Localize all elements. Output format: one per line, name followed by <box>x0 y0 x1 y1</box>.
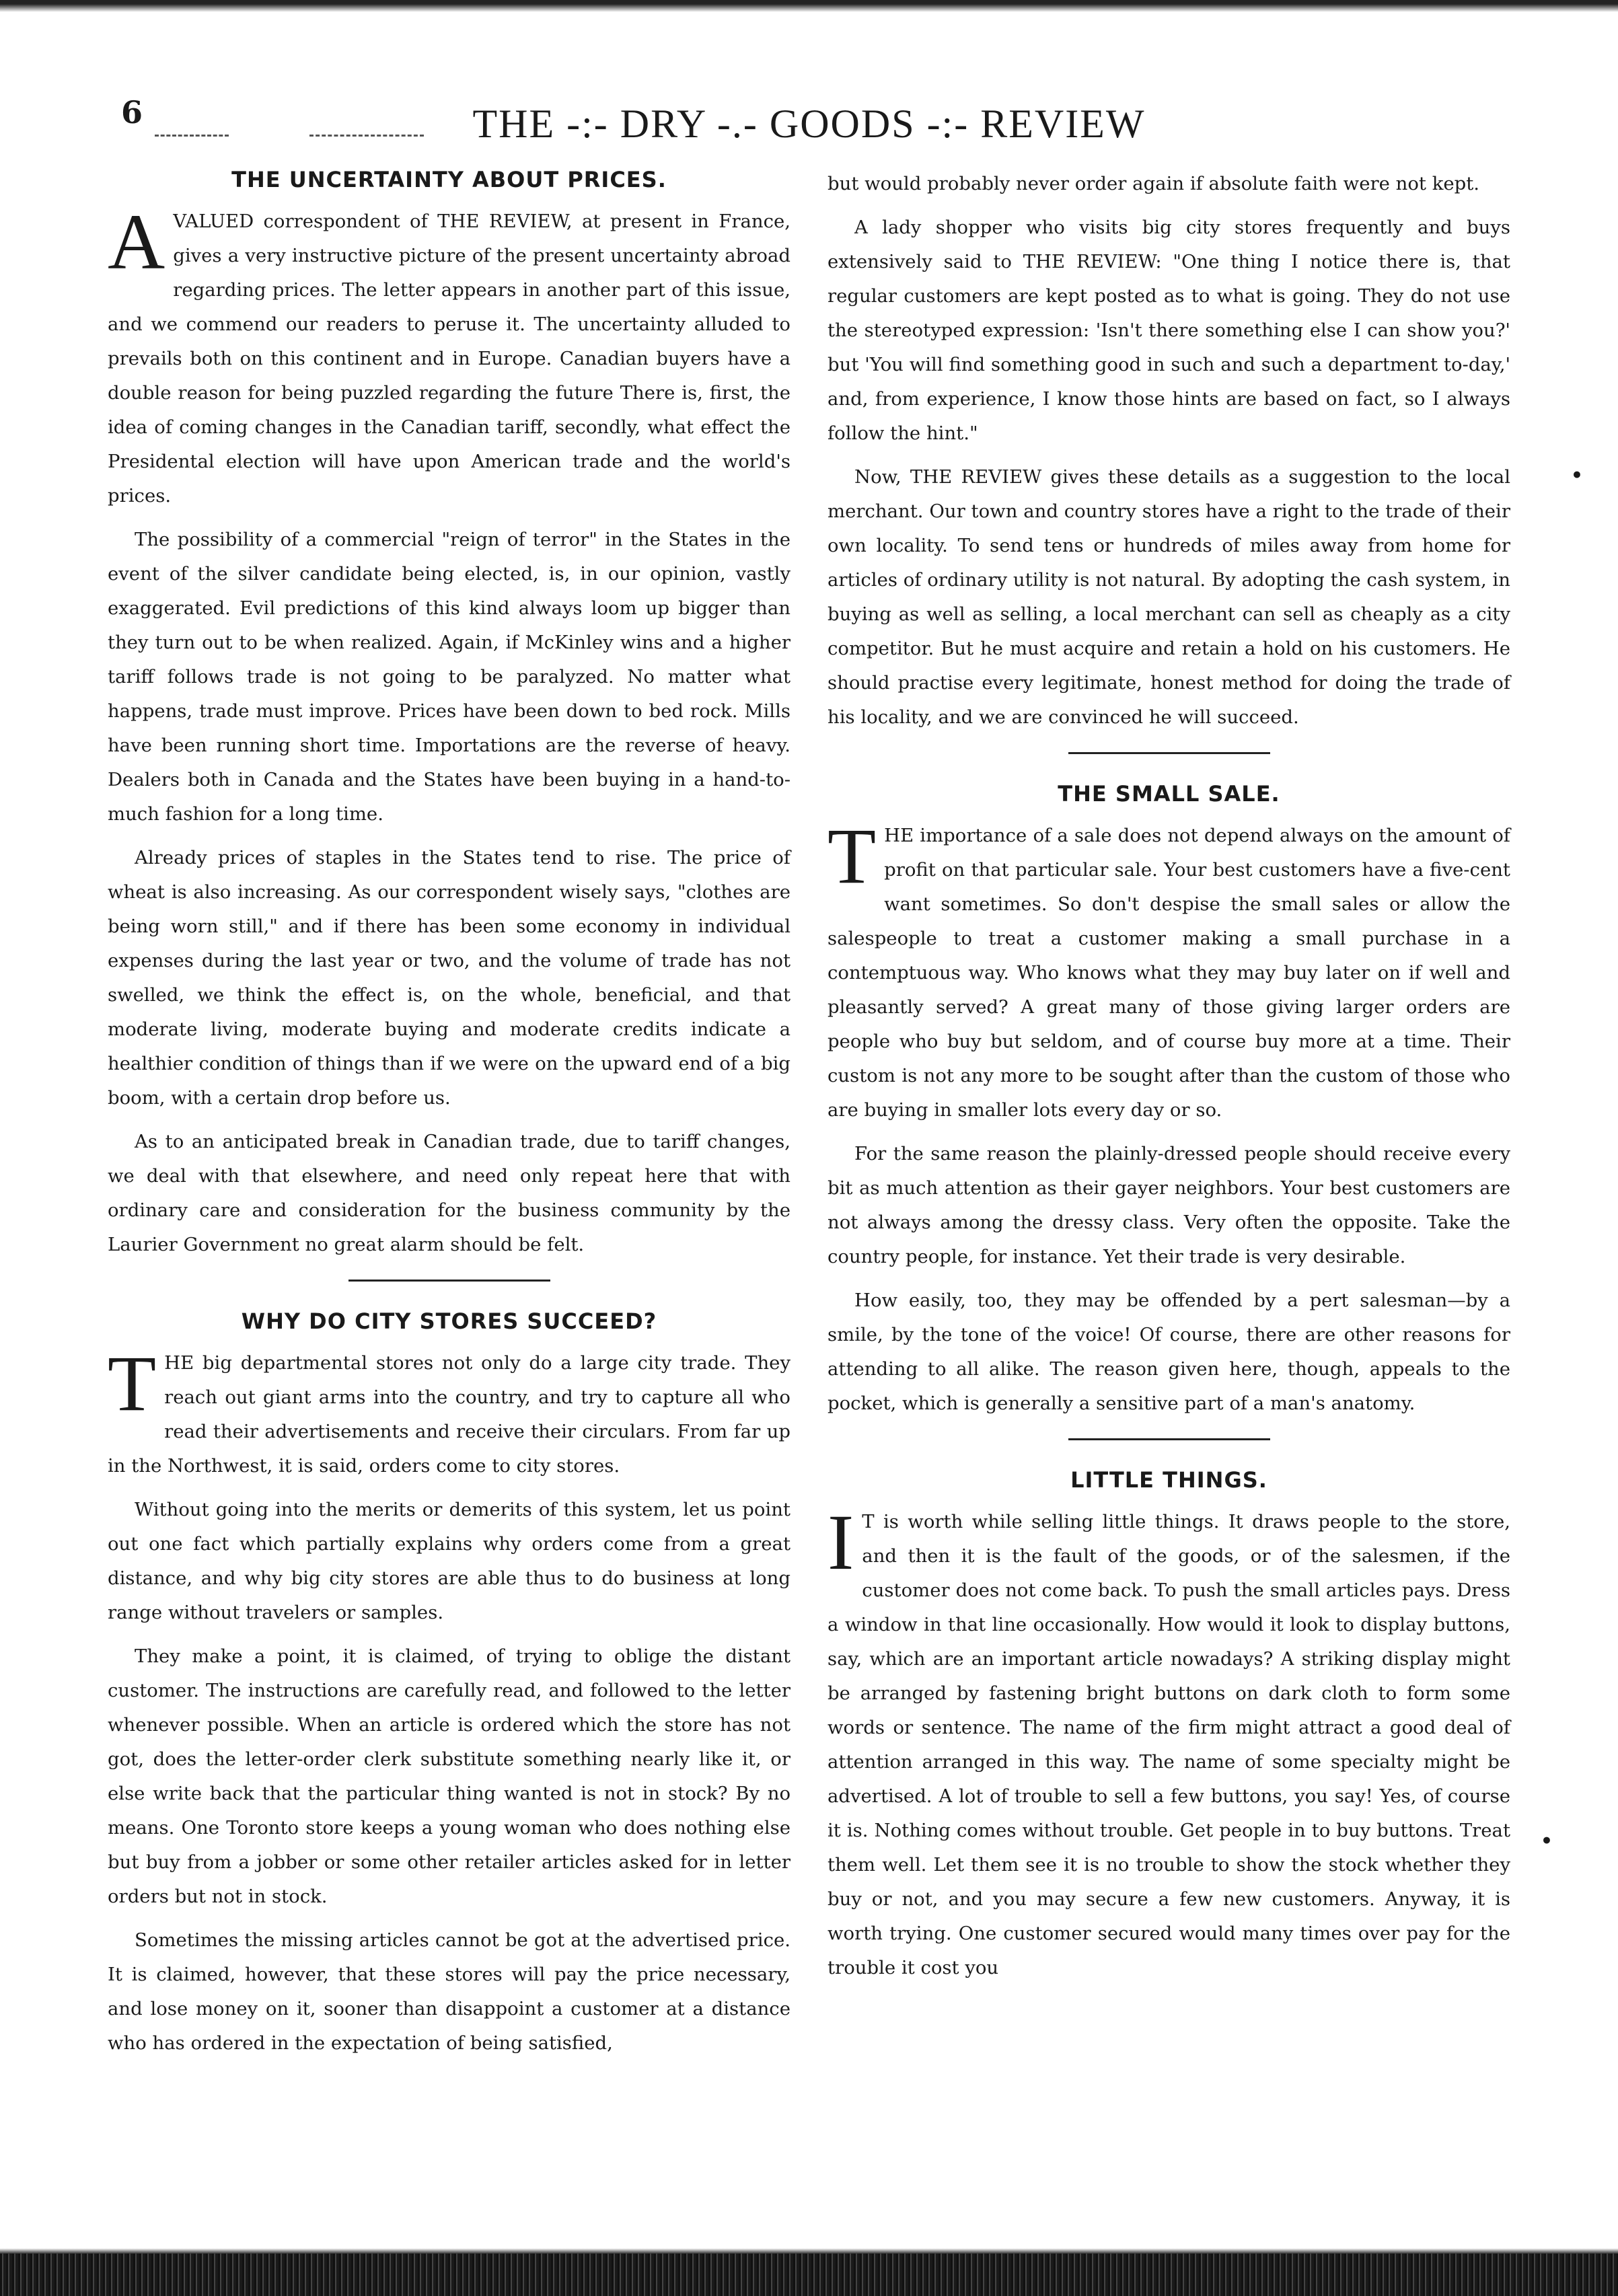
article-paragraph: Now, THE REVIEW gives these details as a suggestion to the local merchant. Our town and country stores have a right to the trade of their own locality. To send tens or hundreds of miles away from home for articles of ordinary utility is not natural. By adopting the cash system, in buying as well as selling, a local merchant can sell as cheaply as a city competitor. But he must acquire and retain a hold on his customers. He should practise every legitimate, honest method for doing the trade of his locality, and we are convinced he will succeed. <box>828 466 1510 728</box>
margin-mark: • <box>1571 464 1583 486</box>
article-title: THE SMALL SALE. <box>1058 781 1280 807</box>
article-title: WHY DO CITY STORES SUCCEED? <box>241 1308 657 1334</box>
section-divider <box>1068 1438 1270 1440</box>
scan-top-edge <box>0 0 1618 12</box>
article-paragraph: Without going into the merits or demerits of this system, let us point out one fact which partially explains why orders come from a great distance, and why big city stores are able thus to do business at long range without travelers or samples. <box>108 1499 790 1623</box>
section-divider <box>348 1280 550 1282</box>
article-paragraph: AVALUED correspondent of THE REVIEW, at present in France, gives a very instructive picture of the present uncertainty abroad regarding prices. The letter appears in another part of this issue, and we commend our readers to peruse it. The uncertainty alluded to prevails both on this continent and in Europe. Canadian buyers have a double reason for being puzzled regarding the future There is, first, the idea of coming changes in the Canadian tariff, secondly, what effect the Presidental election will have upon American trade and the world's prices. <box>108 198 790 507</box>
section-divider <box>1068 752 1270 754</box>
article-paragraph: THE importance of a sale does not depend always on the amount of profit on that particular sale. Your best customers have a five-cent want sometimes. So don't despise the small sales or allow the salespeople to treat a customer making a small purchase in a contemptuous way. Who knows what they may buy later on if well and pleasantly served? A great many of those giving larger orders are people who buy but seldom, and of course buy more at a time. Their custom is not any more to be sought after than the custom of those who are buying in smaller lots every day or so. <box>828 812 1510 1121</box>
scan-bottom-edge <box>0 2254 1618 2296</box>
left-column <box>108 167 790 2070</box>
right-column <box>828 167 1510 1995</box>
article-paragraph: I T is worth while selling little things. It draws people to the store, and then it is the fault of the goods, or of the salesmen, if the customer does not come back. To push the small articles pays. Dress a window in that line occasionally. How would it look to display buttons, say, which are an important article nowadays? A striking display might be arranged by fastening bright buttons on dark cloth to form some words or sentence. The name of the firm might attract a good deal of attention arranged in this way. The name of some specialty might be advertised. A lot of trouble to sell a few buttons, you say! Yes, of course it is. Nothing comes without trouble. Get people in to buy buttons. Treat them well. Let them see it is no trouble to show the stock whether they buy or not, and you may secure a few new customers. Anyway, it is worth trying. One customer secured would many times over pay for the trouble it cost you <box>828 1498 1510 1978</box>
page-number: 6 <box>121 94 143 131</box>
drop-cap: T <box>108 1339 157 1428</box>
margin-mark: • <box>1541 1830 1553 1852</box>
drop-cap: A <box>108 198 166 286</box>
article-paragraph: but would probably never order again if absolute faith were not kept. <box>828 173 1480 194</box>
article-paragraph: Already prices of staples in the States tend to rise. The price of wheat is also increasing. As our correspondent wisely says, "clothes are being worn still," and if there has been some economy in individual expenses during the last year or two, and the volume of trade has not swelled, we think the effect is, on the whole, beneficial, and that moderate living, moderate buying and moderate credits indicate a healthier condition of things than if we were on the upward end of a big boom, with a certain drop before us. <box>108 847 790 1109</box>
article-paragraph: As to an anticipated break in Canadian trade, due to tariff changes, we deal with that elsewhere, and need only repeat here that with ordinary care and consideration for the business community by the Laurier Government no great alarm should be felt. <box>108 1131 790 1255</box>
drop-cap: T <box>828 812 877 900</box>
article-paragraph: How easily, too, they may be offended by a pert salesman—by a smile, by the tone of the voice! Of course, there are other reasons for attending to all alike. The reason given here, though, appeals to the pocket, which is generally a sensitive part of a man's anatomy. <box>828 1290 1510 1414</box>
article-paragraph: The possibility of a commercial "reign of terror" in the States in the event of the silver candidate being elected, is, in our opinion, vastly exaggerated. Evil predictions of this kind always loom up bigger than they turn out to be when realized. Again, if McKinley wins and a higher tariff follows trade is not going to be paralyzed. No matter what happens, trade must improve. Prices have been down to bed rock. Mills have been running short time. Importations are the reverse of heavy. Dealers both in Canada and the States have been buying in a hand-to-much fashion for a long time. <box>108 529 790 825</box>
article-paragraph: They make a point, it is claimed, of trying to oblige the distant customer. The instructions are carefully read, and followed to the letter whenever possible. When an article is ordered which the store has not got, does the letter-order clerk substitute something nearly like it, or else write back that the particular thing wanted is not in stock? By no means. One Toronto store keeps a young woman who does nothing else but buy from a jobber or some other retailer articles asked for in letter orders but not in stock. <box>108 1645 790 1907</box>
article-title: THE UNCERTAINTY ABOUT PRICES. <box>231 167 667 192</box>
article-paragraph: THE big departmental stores not only do a large city trade. They reach out giant arms into the country, and try to capture all who read their advertisements and receive their circulars. From far up in the Northwest, it is said, orders come to city stores. <box>108 1339 790 1477</box>
masthead-title: THE -:- DRY -.- GOODS -:- REVIEW <box>472 102 1146 146</box>
article-paragraph: A lady shopper who visits big city stores frequently and buys extensively said to THE REVIEW: "One thing I notice there is, that regular customers are kept posted as to what is going. They do not use the stereotyped expression: 'Isn't there something else I can show you?' but 'You will find something good in such and such a department to-day,' and, from experience, I know those hints are based on fact, so I always follow the hint." <box>828 217 1510 444</box>
article-paragraph: Sometimes the missing articles cannot be got at the advertised price. It is claimed, however, that these stores will pay the price necessary, and lose money on it, sooner than disappoint a customer at a distance who has ordered in the expectation of being satisfied, <box>108 1929 790 2054</box>
article-title: LITTLE THINGS. <box>1070 1467 1267 1493</box>
article-paragraph: For the same reason the plainly-dressed people should receive every bit as much attention as their gayer neighbors. Your best customers are not always among the dressy class. Very often the opposite. Take the country people, for instance. Yet their trade is very desirable. <box>828 1143 1510 1267</box>
drop-cap: I <box>828 1498 854 1586</box>
